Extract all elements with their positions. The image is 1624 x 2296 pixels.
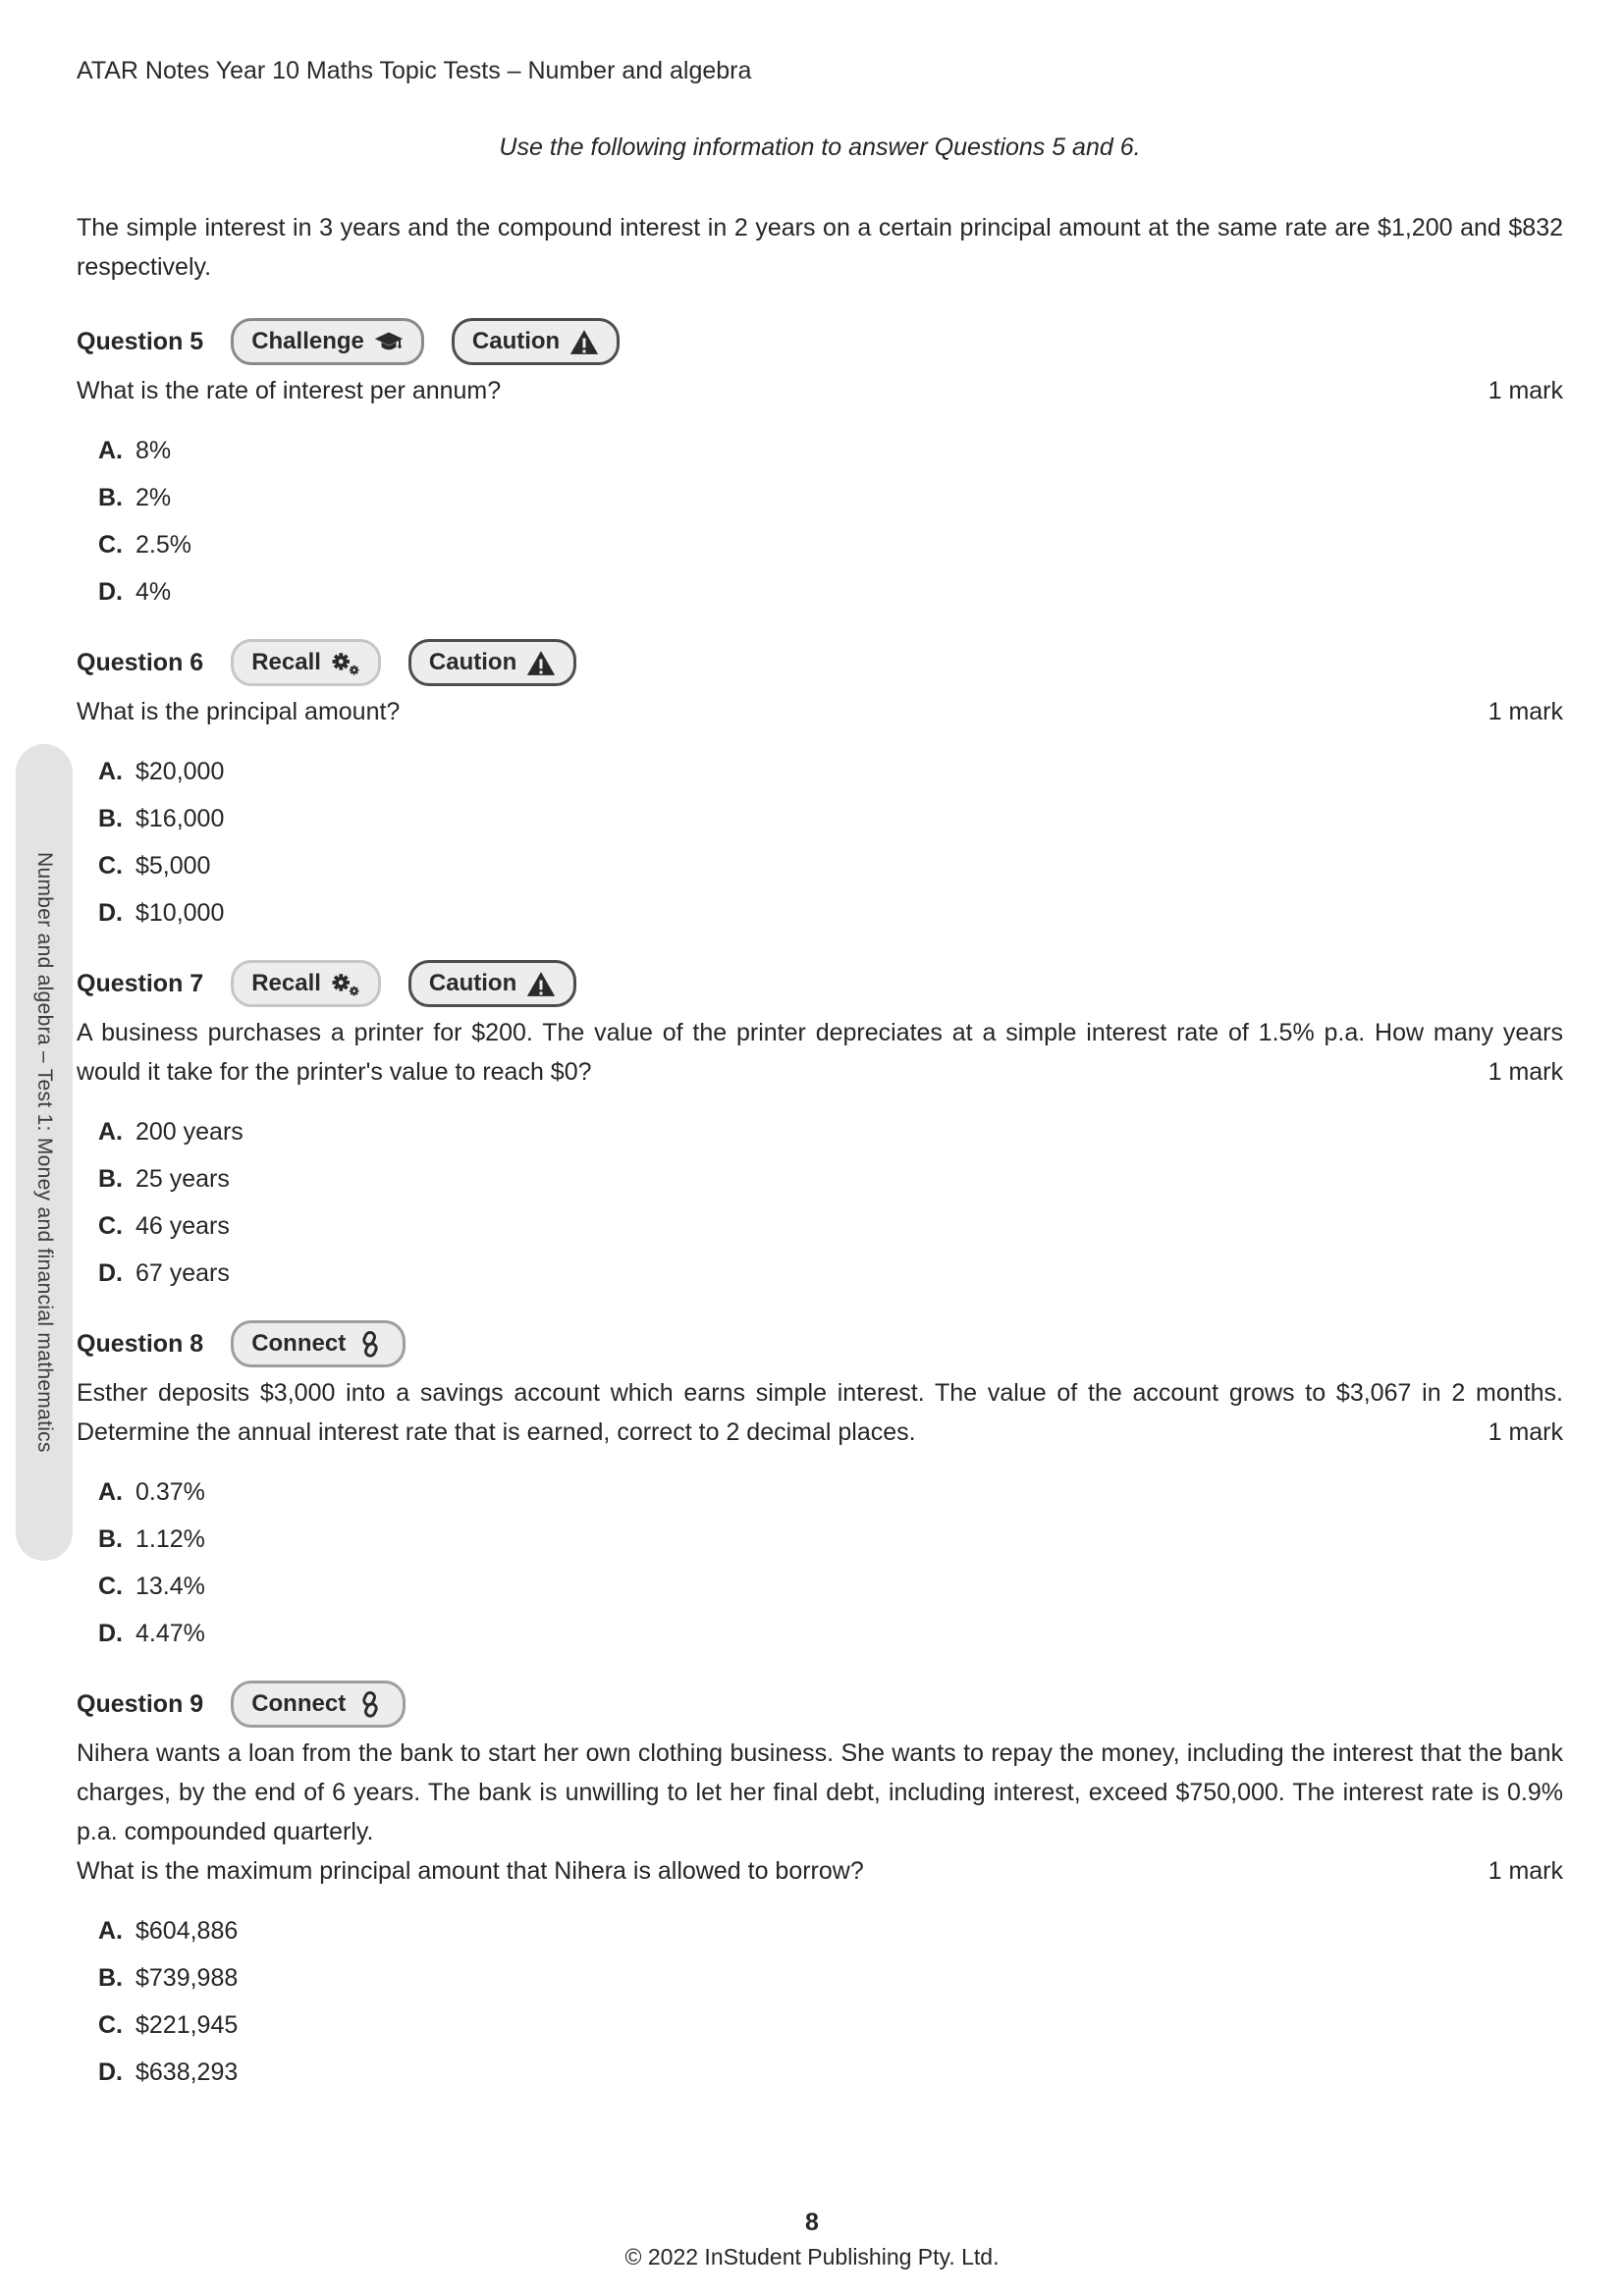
challenge-badge (231, 318, 424, 365)
option-letter: A. (98, 1118, 123, 1146)
option-text: 200 years (135, 1118, 244, 1146)
option-text: $638,293 (135, 2058, 239, 2086)
marks-label: 1 mark (1488, 1418, 1563, 1446)
option-row (98, 436, 1563, 466)
question-label: Question 9 (77, 1690, 204, 1718)
badge-label: Caution (428, 649, 517, 675)
question-9 (77, 1681, 1563, 2088)
question-text-2: What is the maximum principal amount that Nihera is allowed to borrow? (77, 1857, 864, 1885)
option-text: 8% (135, 437, 172, 464)
options-list (77, 1477, 1563, 1649)
option-letter: B. (98, 805, 123, 832)
option-row (98, 577, 1563, 608)
chain-link-icon (355, 1691, 385, 1718)
question-text: Nihera wants a loan from the bank to start her own clothing business. She wants to repay the money, including the interest that the bank charges, by the end of 6 years. The bank is unwilling to let her final debt, including interest, exceed $750,000. The interest rate is 0.9% p.a. compounded quarterly. (77, 1739, 1563, 1845)
option-row (98, 1963, 1563, 1994)
option-text: $739,988 (135, 1964, 239, 1992)
option-letter: D. (98, 1620, 123, 1647)
question-label: Question 7 (77, 970, 204, 997)
option-letter: D. (98, 2058, 123, 2086)
options-list (77, 436, 1563, 608)
option-row (98, 2010, 1563, 2041)
marks-label: 1 mark (1488, 698, 1563, 725)
sidebar-tab (16, 744, 73, 1561)
marks-label: 1 mark (1488, 377, 1563, 404)
option-text: $5,000 (135, 852, 211, 880)
option-row (98, 851, 1563, 881)
recall-badge (231, 639, 381, 686)
question-label: Question 5 (77, 328, 204, 355)
marks-label: 1 mark (1488, 1058, 1563, 1086)
question-body (77, 1373, 1563, 1452)
option-row (98, 2057, 1563, 2088)
option-letter: C. (98, 852, 123, 880)
option-row (98, 1916, 1563, 1947)
option-letter: C. (98, 531, 123, 559)
question-6 (77, 639, 1563, 929)
options-list (77, 1117, 1563, 1289)
option-text: 67 years (135, 1259, 230, 1287)
warning-triangle-icon (526, 650, 556, 676)
question-head (77, 318, 1563, 365)
caution-badge (408, 960, 576, 1007)
option-row (98, 1619, 1563, 1649)
question-head (77, 960, 1563, 1007)
option-letter: C. (98, 1573, 123, 1600)
shared-info-paragraph: The simple interest in 3 years and the compound interest in 2 years on a certain principal amount at the same rate are $1,200 and $832 respectively. (77, 214, 1563, 281)
option-letter: C. (98, 1212, 123, 1240)
option-text: 4.47% (135, 1620, 205, 1647)
warning-triangle-icon (526, 971, 556, 997)
badge-label: Caution (471, 328, 561, 354)
page-number: 8 (805, 2209, 819, 2236)
question-body (77, 692, 1563, 731)
badge-label: Recall (251, 649, 321, 675)
caution-badge (408, 639, 576, 686)
question-5 (77, 318, 1563, 608)
option-row (98, 898, 1563, 929)
question-text: What is the rate of interest per annum? (77, 377, 502, 404)
option-text: 4% (135, 578, 172, 606)
option-text: $20,000 (135, 758, 225, 785)
question-text: Esther deposits $3,000 into a savings account which earns simple interest. The value of the account grows to $3,067 in 2 months. Determine the annual interest rate that is earned, correct to 2 decimal places. (77, 1379, 1563, 1446)
question-label: Question 8 (77, 1330, 204, 1358)
option-letter: A. (98, 437, 123, 464)
options-list (77, 757, 1563, 929)
question-label: Question 6 (77, 649, 204, 676)
page-header: ATAR Notes Year 10 Maths Topic Tests – Number and algebra (77, 57, 752, 84)
option-text: 1.12% (135, 1525, 205, 1553)
options-list (77, 1916, 1563, 2088)
connect-badge (231, 1681, 406, 1728)
option-letter: D. (98, 578, 123, 606)
option-text: 0.37% (135, 1478, 205, 1506)
question-text: What is the principal amount? (77, 698, 401, 725)
option-letter: B. (98, 484, 123, 511)
instruction-text: Use the following information to answer Questions 5 and 6. (499, 133, 1141, 161)
copyright-text: © 2022 InStudent Publishing Pty. Ltd. (624, 2244, 1000, 2269)
connect-badge (231, 1320, 406, 1367)
option-text: 46 years (135, 1212, 230, 1240)
badge-label: Connect (251, 1690, 347, 1717)
chain-link-icon (355, 1331, 385, 1358)
option-row (98, 530, 1563, 561)
option-row (98, 1117, 1563, 1148)
option-row (98, 1164, 1563, 1195)
option-letter: B. (98, 1525, 123, 1553)
option-row (98, 1477, 1563, 1508)
question-head (77, 639, 1563, 686)
caution-badge (452, 318, 620, 365)
question-body (77, 1013, 1563, 1092)
question-body (77, 1734, 1563, 1891)
option-text: 25 years (135, 1165, 230, 1193)
marks-label: 1 mark (1488, 1857, 1563, 1885)
option-text: $604,886 (135, 1917, 239, 1945)
option-letter: C. (98, 2011, 123, 2039)
badge-label: Connect (251, 1330, 347, 1357)
sidebar-label: Number and algebra – Test 1: Money and financial mathematics (33, 852, 56, 1453)
gears-icon (331, 650, 360, 676)
option-letter: A. (98, 758, 123, 785)
gears-icon (331, 971, 360, 997)
option-row (98, 483, 1563, 513)
option-row (98, 1211, 1563, 1242)
option-letter: B. (98, 1964, 123, 1992)
question-head (77, 1320, 1563, 1367)
option-letter: A. (98, 1917, 123, 1945)
option-text: $16,000 (135, 805, 225, 832)
option-letter: D. (98, 1259, 123, 1287)
badge-label: Caution (428, 970, 517, 996)
question-body (77, 371, 1563, 410)
option-row (98, 757, 1563, 787)
option-row (98, 1258, 1563, 1289)
page-content (77, 55, 1563, 2105)
option-text: $221,945 (135, 2011, 239, 2039)
option-letter: A. (98, 1478, 123, 1506)
option-letter: B. (98, 1165, 123, 1193)
question-head (77, 1681, 1563, 1728)
option-row (98, 1572, 1563, 1602)
option-text: 2% (135, 484, 172, 511)
option-letter: D. (98, 899, 123, 927)
option-row (98, 1524, 1563, 1555)
question-7 (77, 960, 1563, 1289)
question-8 (77, 1320, 1563, 1649)
option-text: $10,000 (135, 899, 225, 927)
badge-label: Challenge (251, 328, 364, 354)
badge-label: Recall (251, 970, 321, 996)
option-text: 13.4% (135, 1573, 205, 1600)
recall-badge (231, 960, 381, 1007)
question-text: A business purchases a printer for $200. The value of the printer depreciates at a simple interest rate of 1.5% p.a. How many years would it take for the printer's value to reach $0? (77, 1019, 1563, 1086)
warning-triangle-icon (569, 329, 599, 355)
graduation-cap-icon (374, 329, 404, 355)
option-text: 2.5% (135, 531, 191, 559)
option-row (98, 804, 1563, 834)
